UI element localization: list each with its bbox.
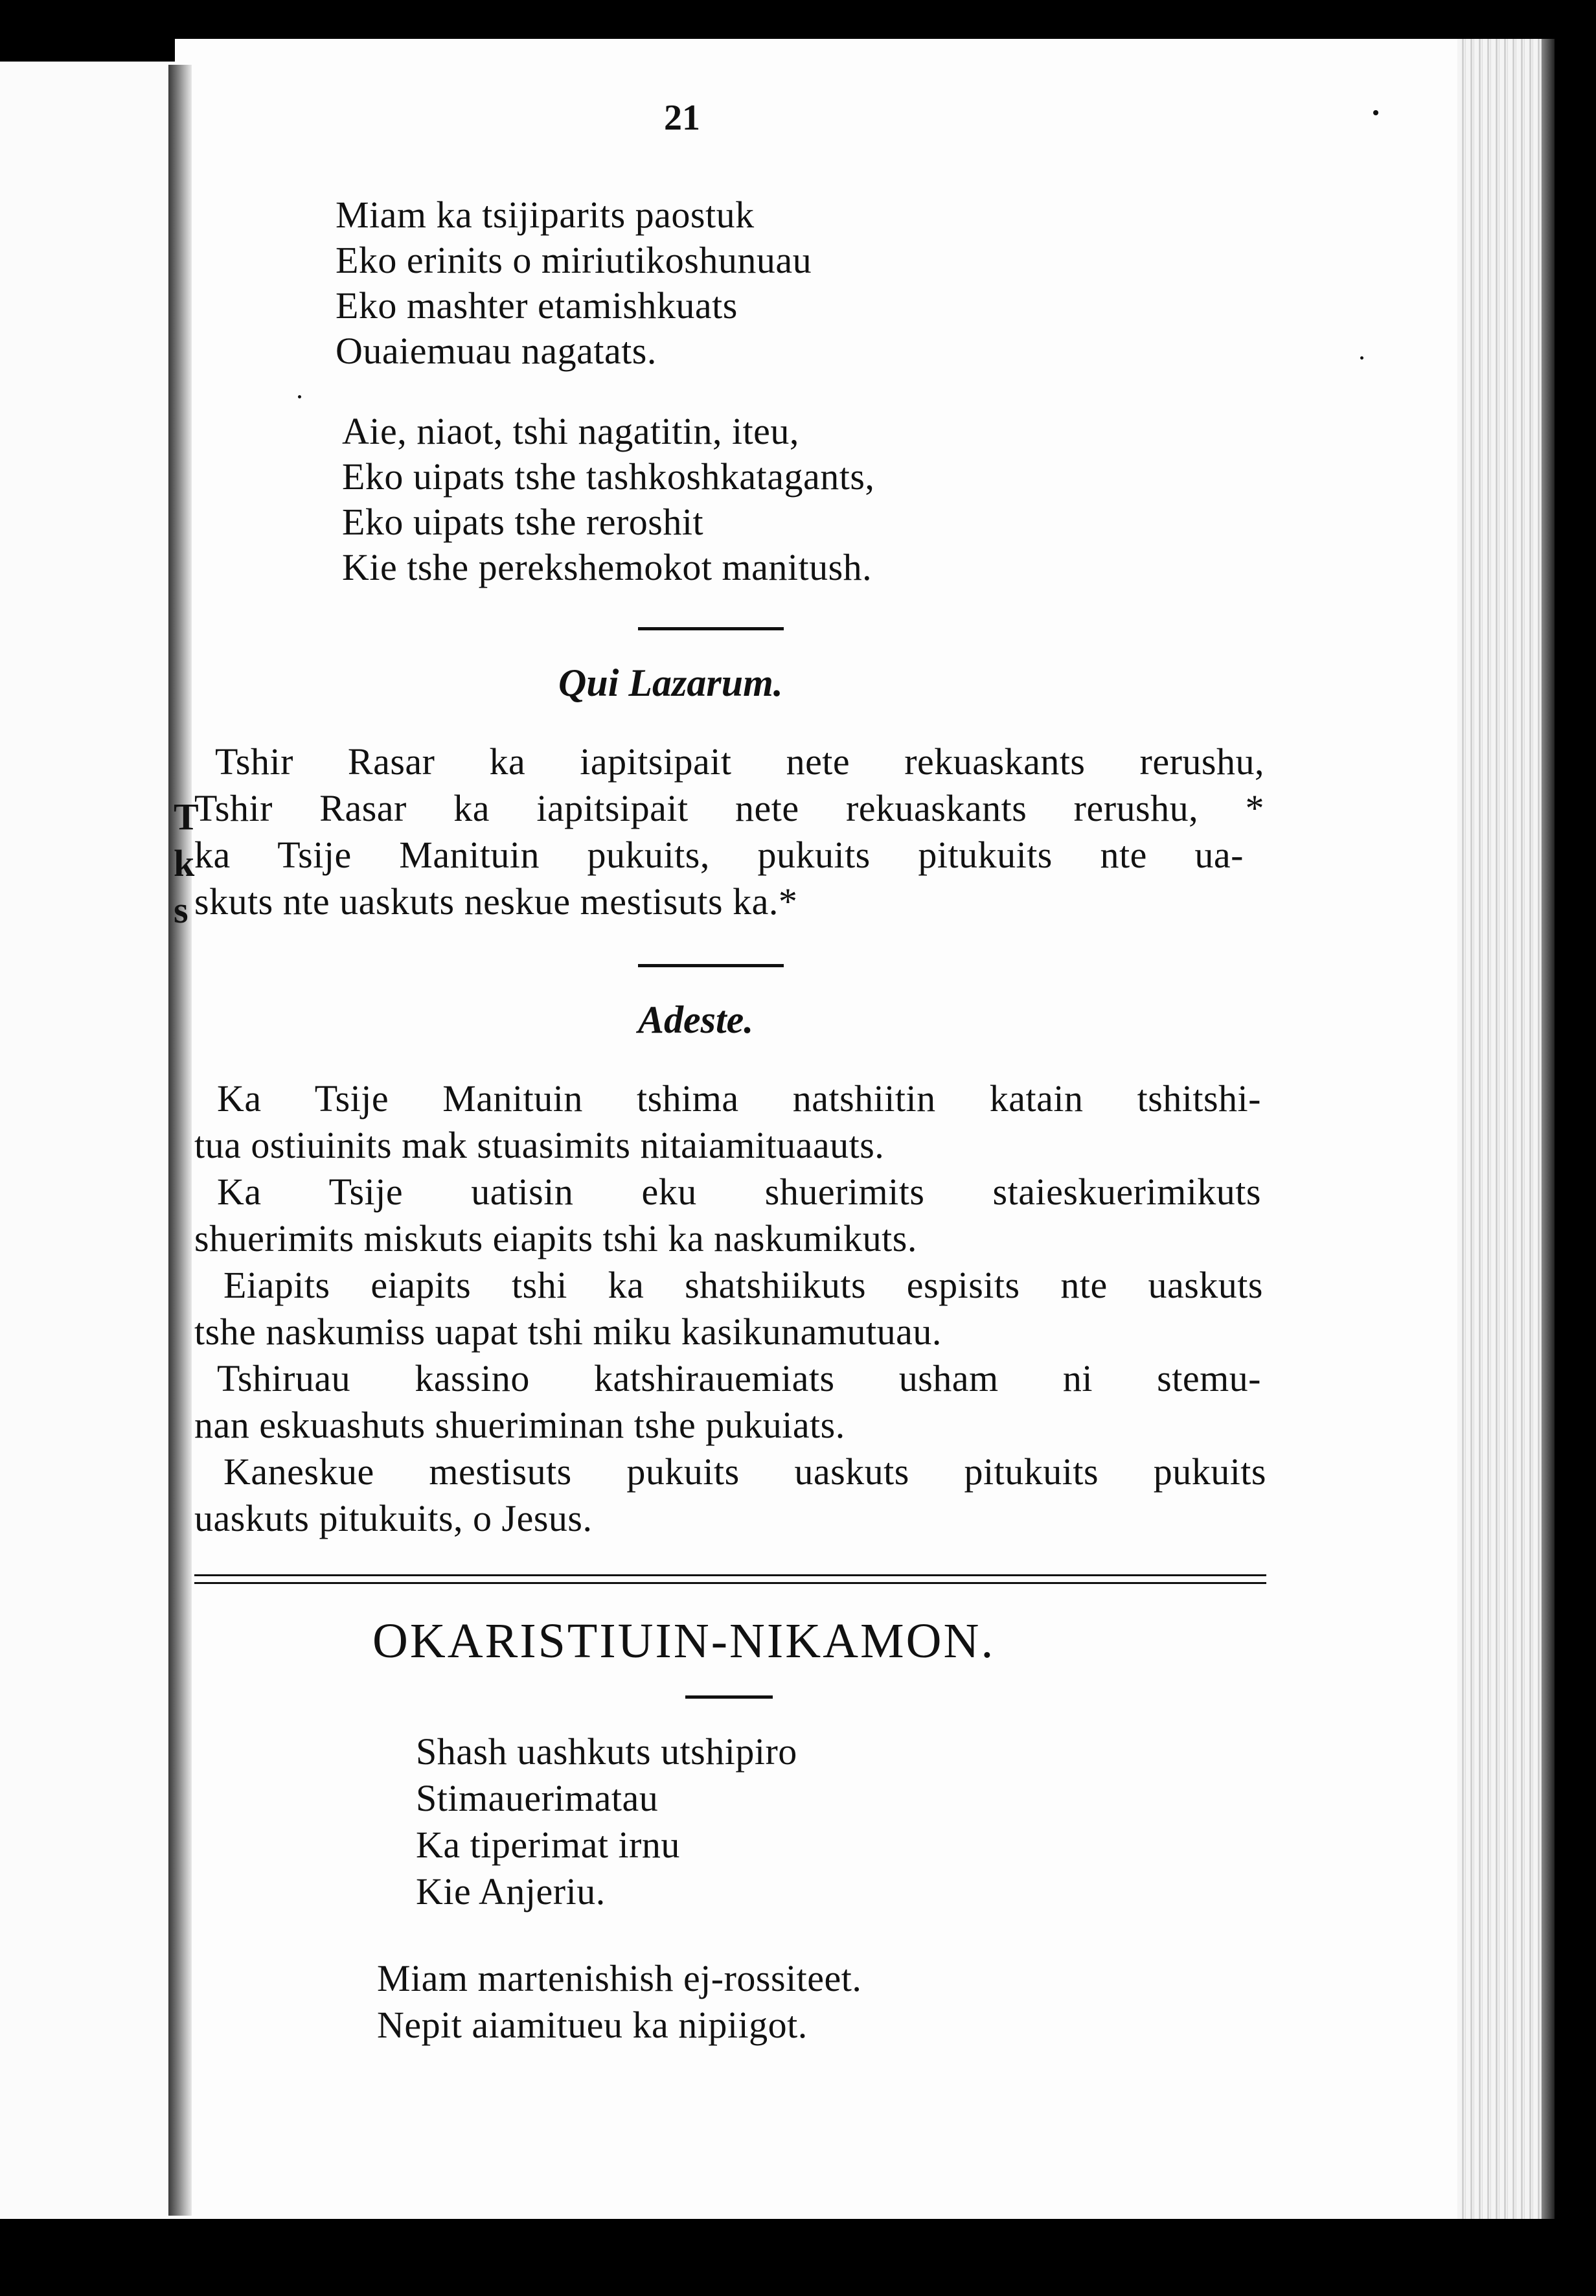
section-divider [638, 627, 784, 630]
ink-speck [1373, 110, 1378, 115]
verse-line: Stimauerimatau [416, 1777, 659, 1819]
verse-line: Eko mashter etamishkuats [336, 284, 738, 327]
prose-line: nan eskuashuts shueriminan tshe pukuiats. [194, 1404, 845, 1446]
prose-line: Kaneskue mestisuts pukuits uaskuts pitukuits pukuits [223, 1451, 1266, 1493]
section-divider [638, 964, 784, 967]
prose-line: Tshiruau kassino katshirauemiats usham ni stemu- [217, 1357, 1261, 1399]
ink-speck [298, 395, 301, 398]
verse-line: Eko uipats tshe tashkoshkatagants, [342, 455, 875, 498]
prose-line: Ka Tsije Manituin tshima natshiitin katain tshitshi- [217, 1077, 1261, 1119]
page-gutter [168, 65, 195, 2216]
page-number: 21 [664, 98, 700, 138]
verse-line: Nepit aiamitueu ka nipiigot. [377, 2004, 808, 2046]
prose-line: Ka Tsije uatisin eku shuerimits staieskuerimikuts [217, 1171, 1261, 1213]
section-divider [685, 1695, 773, 1699]
prose-line: Tshir Rasar ka iapitsipait nete rekuaskants rerushu, [215, 740, 1264, 783]
double-rule-bottom [194, 1582, 1266, 1584]
verse-line: Miam martenishish ej-rossiteet. [377, 1957, 862, 1999]
prose-line: skuts nte uaskuts neskue mestisuts ka.* [194, 880, 798, 923]
verse-line: Kie tshe perekshemokot manitush. [342, 546, 872, 588]
verse-line: Ka tiperimat irnu [416, 1824, 680, 1866]
section-heading: Qui Lazarum. [558, 661, 783, 704]
double-rule-top [194, 1574, 1266, 1576]
margin-fragment: s [174, 889, 188, 931]
verse-line: Eko uipats tshe reroshit [342, 501, 704, 543]
margin-fragment: k [174, 842, 195, 884]
binding-shadow [1542, 39, 1555, 2219]
section-heading: Adeste. [638, 998, 754, 1041]
prose-line: Tshir Rasar ka iapitsipait nete rekuaskants rerushu, * [194, 787, 1264, 829]
prose-line: tua ostiuinits mak stuasimits nitaiamituaauts. [194, 1124, 885, 1166]
verse-line: Eko erinits o miriutikoshunuau [336, 239, 812, 281]
verse-line: Ouaiemuau nagatats. [336, 330, 657, 372]
previous-page-edge [0, 62, 194, 2219]
page-stack-edge [1457, 39, 1542, 2219]
prose-line: uaskuts pitukuits, o Jesus. [194, 1497, 593, 1539]
margin-fragment: T [174, 796, 199, 838]
prose-line: shuerimits miskuts eiapits tshi ka naskumikuts. [194, 1217, 917, 1259]
verse-line: Shash uashkuts utshipiro [416, 1730, 797, 1773]
verse-line: Aie, niaot, tshi nagatitin, iteu, [342, 410, 799, 452]
prose-line: tshe naskumiss uapat tshi miku kasikunamutuau. [194, 1311, 942, 1353]
hymn-title: OKARISTIUIN-NIKAMON. [372, 1614, 996, 1668]
verse-line: Kie Anjeriu. [416, 1870, 606, 1912]
verse-line: Miam ka tsijiparits paostuk [336, 194, 755, 236]
prose-line: ka Tsije Manituin pukuits, pukuits pitukuits nte ua- [194, 834, 1244, 876]
prose-line: Eiapits eiapits tshi ka shatshiikuts espisits nte uaskuts [223, 1264, 1263, 1306]
ink-speck [1360, 356, 1363, 360]
